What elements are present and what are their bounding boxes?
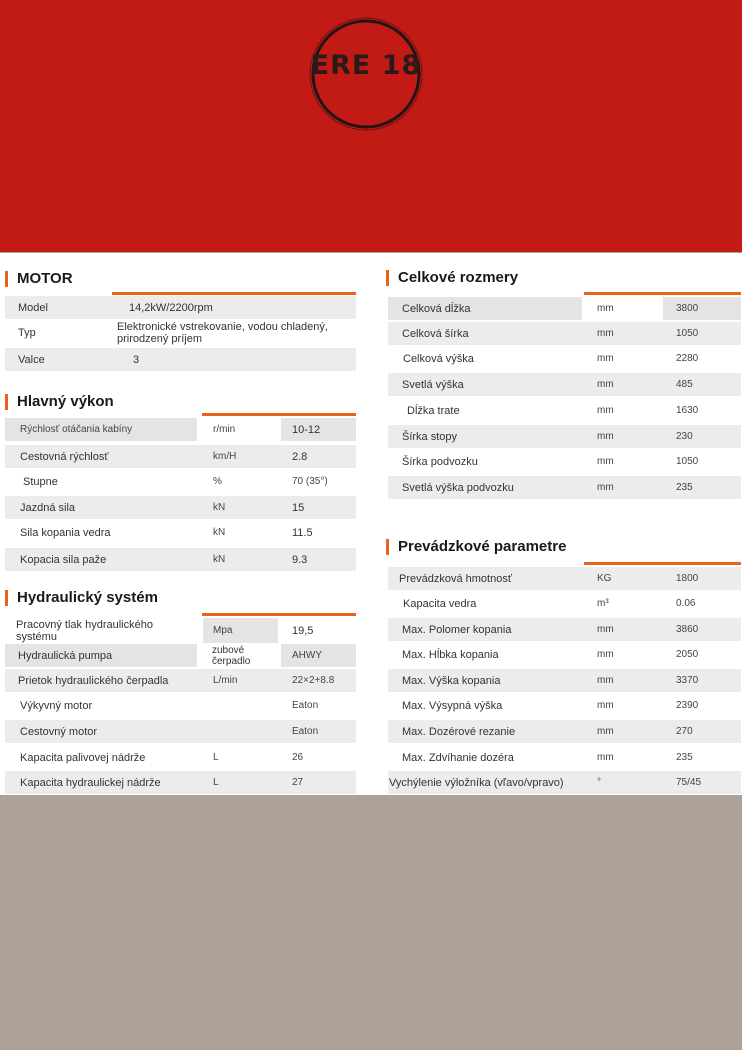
row-label: Cestovná rýchlosť [20,450,109,463]
row-unit: mm [597,379,614,390]
row-value: 270 [676,726,693,737]
row-unit: mm [597,700,614,711]
table-row [5,418,356,441]
row-label: Šírka stopy [402,430,458,443]
row-label: Výkyvný motor [20,699,93,712]
table-row [388,746,741,769]
row-unit: mm [597,303,614,314]
row-value: 3370 [676,675,699,686]
parametre-accent [584,562,741,565]
row-value: 19,5 [292,624,314,637]
row-unit: mm [597,405,614,416]
row-label: Stupne [23,475,58,488]
row-label: Kapacita palivovej nádrže [20,751,146,764]
table-row [388,476,741,499]
rozmery-accent [584,292,741,295]
row-unit: mm [597,431,614,442]
row-value: 230 [676,431,693,442]
row-value: 235 [676,482,693,493]
row-label: Celková dĺžka [402,302,471,315]
row-label: Max. Zdvíhanie dozéra [402,751,514,764]
row-label: Valce [18,353,45,366]
row-label: Kapacita vedra [403,597,477,610]
row-unit: mm [597,726,614,737]
row-value: 15 [292,501,305,514]
row-label: Dĺžka trate [407,404,460,417]
table-row [5,746,356,769]
row-label: Max. Polomer kopania [402,623,512,636]
row-value: 2390 [676,700,699,711]
row-label: Šírka podvozku [402,455,478,468]
row-value: 1800 [676,573,699,584]
row-label: Celková šírka [402,327,469,340]
row-label: Svetlá výška podvozku [402,481,514,494]
row-value: 3860 [676,624,699,635]
row-value: 10-12 [292,423,321,436]
row-unit: mm [597,624,614,635]
table-row [5,720,356,743]
row-unit: ° [597,777,601,788]
row-label: Vychýlenie výložníka (vľavo/vpravo) [389,776,564,789]
row-unit: mm [597,456,614,467]
table-row [5,348,356,371]
motor-accent [112,292,356,295]
table-row [5,496,356,519]
row-unit: r/min [213,424,236,435]
table-row [388,322,741,345]
row-label: Svetlá výška [402,378,464,391]
row-unit: mm [597,752,614,763]
table-row [388,643,741,666]
row-value: 0.06 [676,598,696,609]
row-label: Rýchlosť otáčania kabíny [20,424,133,435]
logo-text: ERE 18 [310,50,422,81]
row-value: 2050 [676,649,699,660]
row-value: 1630 [676,405,699,416]
table-row [388,567,741,590]
row-label: Prietok hydraulického čerpadla [18,674,169,687]
table-row [388,373,741,396]
row-value: 1050 [676,456,699,467]
row-label: Model [18,301,48,314]
row-value: 27 [292,777,304,788]
hydraulika-accent [202,613,356,616]
table-row [5,669,356,692]
row-label: Pracovný tlak hydraulického systému [16,618,153,643]
row-value: 9.3 [292,553,308,566]
row-value: Elektronické vstrekovanie, vodou chladený, prirodzený príjem [117,321,328,345]
row-label: Hydraulická pumpa [18,649,113,662]
row-unit: mm [597,328,614,339]
row-unit: Mpa [213,625,233,636]
table-row [388,297,741,320]
row-unit: zubové čerpadlo [212,644,251,667]
row-value: 14,2kW/2200rpm [129,301,213,314]
table-row [5,445,356,468]
table-row [5,470,356,493]
row-label: Kopacia sila paže [20,553,107,566]
row-value: Eaton [292,700,319,711]
row-value: 26 [292,752,304,763]
row-unit: km/H [213,451,237,462]
row-unit: mm [597,675,614,686]
vykon-title: Hlavný výkon [5,393,114,410]
row-unit: mm [597,649,614,660]
table-row [388,771,741,794]
table-row [5,694,356,717]
row-label: Prevádzková hmotnosť [399,572,512,585]
row-value: 70 (35°) [292,476,328,487]
table-row [388,694,741,717]
row-value: 22×2+8.8 [292,675,335,686]
row-label: Jazdná sila [20,501,76,514]
row-label: Cestovný motor [20,725,98,738]
vykon-accent [202,413,356,416]
row-value: 75/45 [676,777,702,788]
row-unit: kN [213,554,226,565]
table-row [388,347,741,370]
table-row [5,320,356,346]
row-unit: kN [213,527,226,538]
table-row [388,618,741,641]
row-unit: L [213,777,219,788]
table-row [388,720,741,743]
row-value: 11.5 [292,526,313,539]
row-value: 2.8 [292,450,308,463]
row-unit: m³ [597,598,609,609]
row-label: Typ [18,327,36,339]
row-value: Eaton [292,726,319,737]
table-row [5,618,356,643]
motor-title: MOTOR [5,270,73,287]
row-value: 2280 [676,353,699,364]
table-row [388,669,741,692]
table-row [5,296,356,319]
table-row [5,548,356,571]
row-unit: % [213,476,222,487]
row-unit: L/min [213,675,238,686]
table-row [5,771,356,794]
row-value: 3800 [676,303,699,314]
row-value: 1050 [676,328,699,339]
parametre-title: Prevádzkové parametre [386,538,566,555]
row-unit: KG [597,573,612,584]
row-label: Max. Dozérové rezanie [402,725,516,738]
row-unit: mm [597,353,614,364]
table-row [388,592,741,615]
row-label: Max. Výška kopania [402,674,501,687]
table-row [5,644,356,667]
row-label: Max. Hĺbka kopania [402,648,499,661]
row-value: 3 [133,353,140,366]
row-label: Celková výška [403,352,474,365]
table-row [388,399,741,422]
row-label: Kapacita hydraulickej nádrže [20,776,161,789]
row-unit: kN [213,502,226,513]
table-row [388,425,741,448]
hydraulika-title: Hydraulický systém [5,589,158,606]
row-unit: mm [597,482,614,493]
table-row [388,450,741,473]
row-unit: L [213,752,219,763]
row-value: AHWY [292,650,322,661]
rozmery-title: Celkové rozmery [386,269,518,286]
table-row [5,521,356,544]
row-label: Sila kopania vedra [20,526,111,539]
row-value: 485 [676,379,693,390]
row-label: Max. Výsypná výška [402,699,503,712]
row-value: 235 [676,752,693,763]
